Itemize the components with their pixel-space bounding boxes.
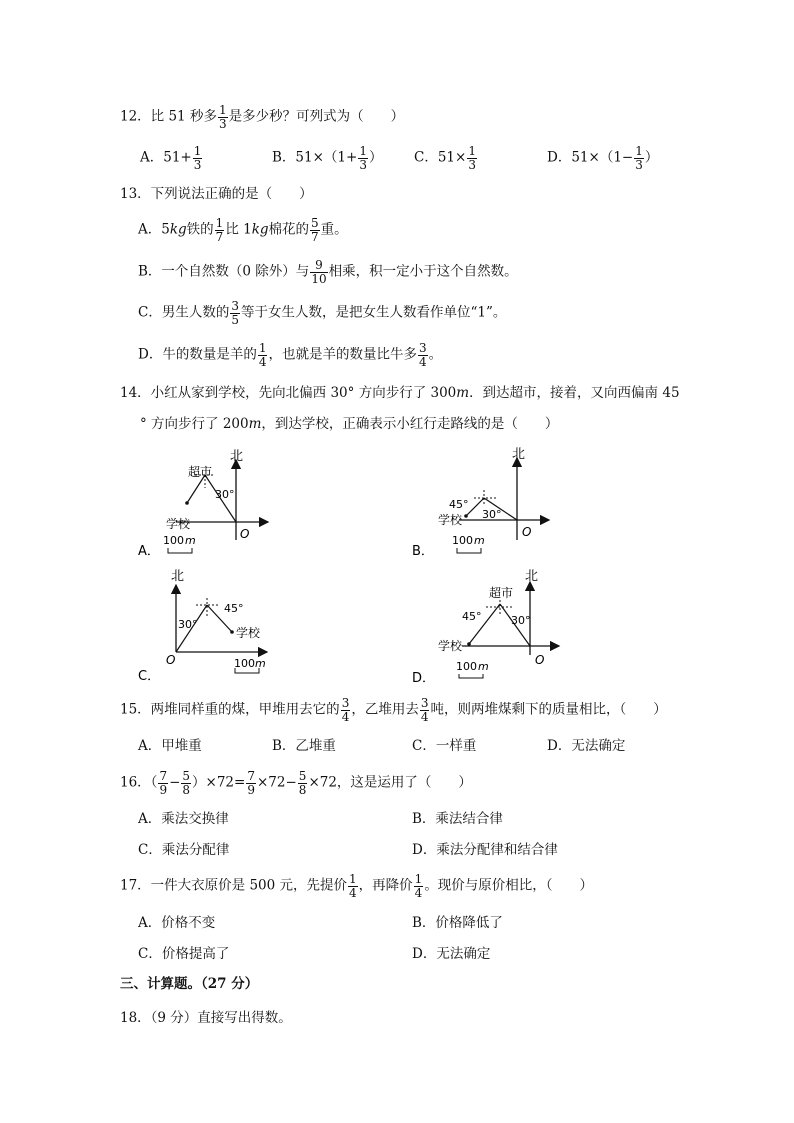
svg-text:学校: 学校: [236, 626, 261, 640]
fraction: $\frac{5}{7}$: [311, 216, 319, 244]
svg-text:30°: 30°: [482, 508, 502, 521]
svg-text:A．: A．: [138, 544, 160, 559]
q17-option-b[interactable]: B．价格降低了: [412, 915, 503, 931]
svg-text:学校: 学校: [166, 517, 191, 531]
q15-stem: 15．两堆同样重的煤，甲堆用去它的 $\frac{3}{4}$ ，乙堆用去 $\frac{3}{4}$ 吨，则两堆煤剩下的质量相比，（ ）: [120, 696, 667, 724]
fraction: $\frac{1}{4}$: [349, 872, 357, 900]
fraction: $\frac{1}{3}$: [635, 144, 643, 172]
svg-text:45°: 45°: [462, 610, 482, 623]
q12-stem: 12．比 51 秒多 $\frac{1}{3}$ 是多少秒？可列式为（ ）: [120, 103, 405, 131]
svg-text:m: m: [255, 657, 266, 670]
q13-option-c[interactable]: C．男生人数的 $\frac{3}{5}$ 等于女生人数，是把女生人数看作单位“1”。: [138, 299, 507, 327]
north-label: 北: [230, 449, 244, 464]
fraction: $\frac{1}{4}$: [414, 872, 423, 900]
svg-text:O: O: [240, 527, 250, 541]
fraction: $\frac{3}{4}$: [418, 341, 427, 369]
diagram-a[interactable]: [138, 449, 268, 559]
q14-stem-line2: ° 方向步行了 200m，到达学校，正确表示小红行走路线的是（ ）: [140, 416, 559, 432]
q16-option-d[interactable]: D．乘法分配律和结合律: [412, 842, 558, 858]
fraction: $\frac{7}{9}$: [247, 769, 255, 797]
q15-option-b[interactable]: B．乙堆重: [272, 738, 336, 754]
q13-option-b[interactable]: B．一个自然数（0 除外）与 $\frac{9}{10}$ 相乘，积一定小于这个自然数。: [138, 258, 518, 286]
q12-option-a[interactable]: A．51+ $\frac{1}{3}$: [140, 144, 202, 172]
svg-text:学校: 学校: [438, 639, 463, 653]
svg-text:超市: 超市: [489, 586, 514, 600]
svg-text:30°: 30°: [215, 488, 235, 501]
q16-stem: 16．（ $\frac{7}{9}$ − $\frac{5}{8}$ ）×72= $\frac{7}{9}$ ×72− $\frac{5}{8}$ ×72，这是运用了（ ）: [120, 769, 472, 797]
svg-text:O: O: [535, 653, 545, 667]
svg-text:100: 100: [452, 534, 473, 547]
svg-text:m: m: [185, 534, 196, 547]
q12-option-d[interactable]: D．51×（1− $\frac{1}{3}$ ）: [547, 144, 659, 172]
q15-option-a[interactable]: A．甲堆重: [138, 738, 202, 754]
svg-text:45°: 45°: [449, 498, 469, 511]
fraction: $\frac{7}{9}$: [159, 769, 168, 797]
svg-text:B．: B．: [412, 544, 434, 559]
svg-text:100: 100: [234, 657, 255, 670]
svg-text:m: m: [478, 660, 489, 673]
svg-text:超市: 超市: [188, 465, 213, 479]
diagram-c[interactable]: [138, 569, 267, 684]
svg-text:O: O: [522, 525, 532, 539]
fraction: $\frac{1}{3}$: [468, 144, 476, 172]
diagram-d[interactable]: [412, 569, 559, 686]
q16-option-c[interactable]: C．乘法分配律: [138, 842, 230, 858]
q15-option-d[interactable]: D．无法确定: [547, 738, 626, 754]
svg-text:100: 100: [163, 534, 184, 547]
svg-text:北: 北: [512, 447, 526, 462]
section-heading: 三、计算题。（27 分）: [120, 976, 259, 992]
q17-option-d[interactable]: D．无法确定: [412, 946, 491, 962]
q13-option-a[interactable]: A．5kg铁的 $\frac{1}{7}$ 比 1kg棉花的 $\frac{5}{7}$ 重。: [138, 216, 348, 244]
q15-option-c[interactable]: C．一样重: [412, 738, 477, 754]
q18-stem: 18．（9 分）直接写出得数。: [120, 1010, 292, 1026]
q17-option-c[interactable]: C．价格提高了: [138, 946, 230, 962]
svg-text:学校: 学校: [438, 513, 463, 527]
fraction: $\frac{1}{4}$: [258, 341, 267, 369]
svg-text:北: 北: [171, 569, 185, 584]
q17-stem: 17．一件大衣原价是 500 元，先提价 $\frac{1}{4}$ ，再降价 $\frac{1}{4}$ 。现价与原价相比，（ ）: [120, 872, 594, 900]
q17-option-a[interactable]: A．价格不变: [138, 915, 216, 931]
svg-text:30°: 30°: [511, 614, 531, 627]
svg-text:30°: 30°: [178, 618, 198, 631]
q16-option-a[interactable]: A．乘法交换律: [138, 811, 229, 827]
q14-stem-line1: 14．小红从家到学校，先向北偏西 30° 方向步行了 300m．到达超市，接着，又向西偏南 45: [120, 385, 680, 401]
fraction: $\frac{3}{5}$: [231, 299, 239, 327]
svg-text:45°: 45°: [224, 602, 244, 615]
svg-text:O: O: [166, 653, 176, 667]
q13-stem: 13．下列说法正确的是（ ）: [120, 186, 313, 202]
svg-text:D．: D．: [412, 671, 436, 686]
fraction: $\frac{1}{7}$: [215, 216, 224, 244]
fraction: $\frac{1}{3}$: [193, 144, 202, 172]
q13-option-d[interactable]: D．牛的数量是羊的 $\frac{1}{4}$ ，也就是羊的数量比牛多 $\frac{3}{4}$ 。: [138, 341, 443, 369]
fraction: $\frac{3}{4}$: [420, 696, 429, 724]
fraction: $\frac{3}{4}$: [341, 696, 350, 724]
svg-text:100: 100: [456, 660, 477, 673]
q16-option-b[interactable]: B．乘法结合律: [412, 811, 503, 827]
fraction: $\frac{1}{3}$: [359, 144, 367, 172]
fraction: $\frac{5}{8}$: [298, 769, 307, 797]
fraction: $\frac{1}{3}$: [218, 103, 227, 131]
q14-diagrams: [0, 440, 794, 690]
svg-text:C．: C．: [138, 669, 161, 684]
svg-text:m: m: [474, 534, 485, 547]
fraction: $\frac{9}{10}$: [311, 258, 327, 286]
q12-option-c[interactable]: C．51× $\frac{1}{3}$: [414, 144, 476, 172]
q12-option-b[interactable]: B．51×（1+ $\frac{1}{3}$ ）: [272, 144, 383, 172]
svg-text:北: 北: [525, 569, 539, 584]
fraction: $\frac{5}{8}$: [182, 769, 191, 797]
diagram-b[interactable]: [412, 447, 549, 559]
